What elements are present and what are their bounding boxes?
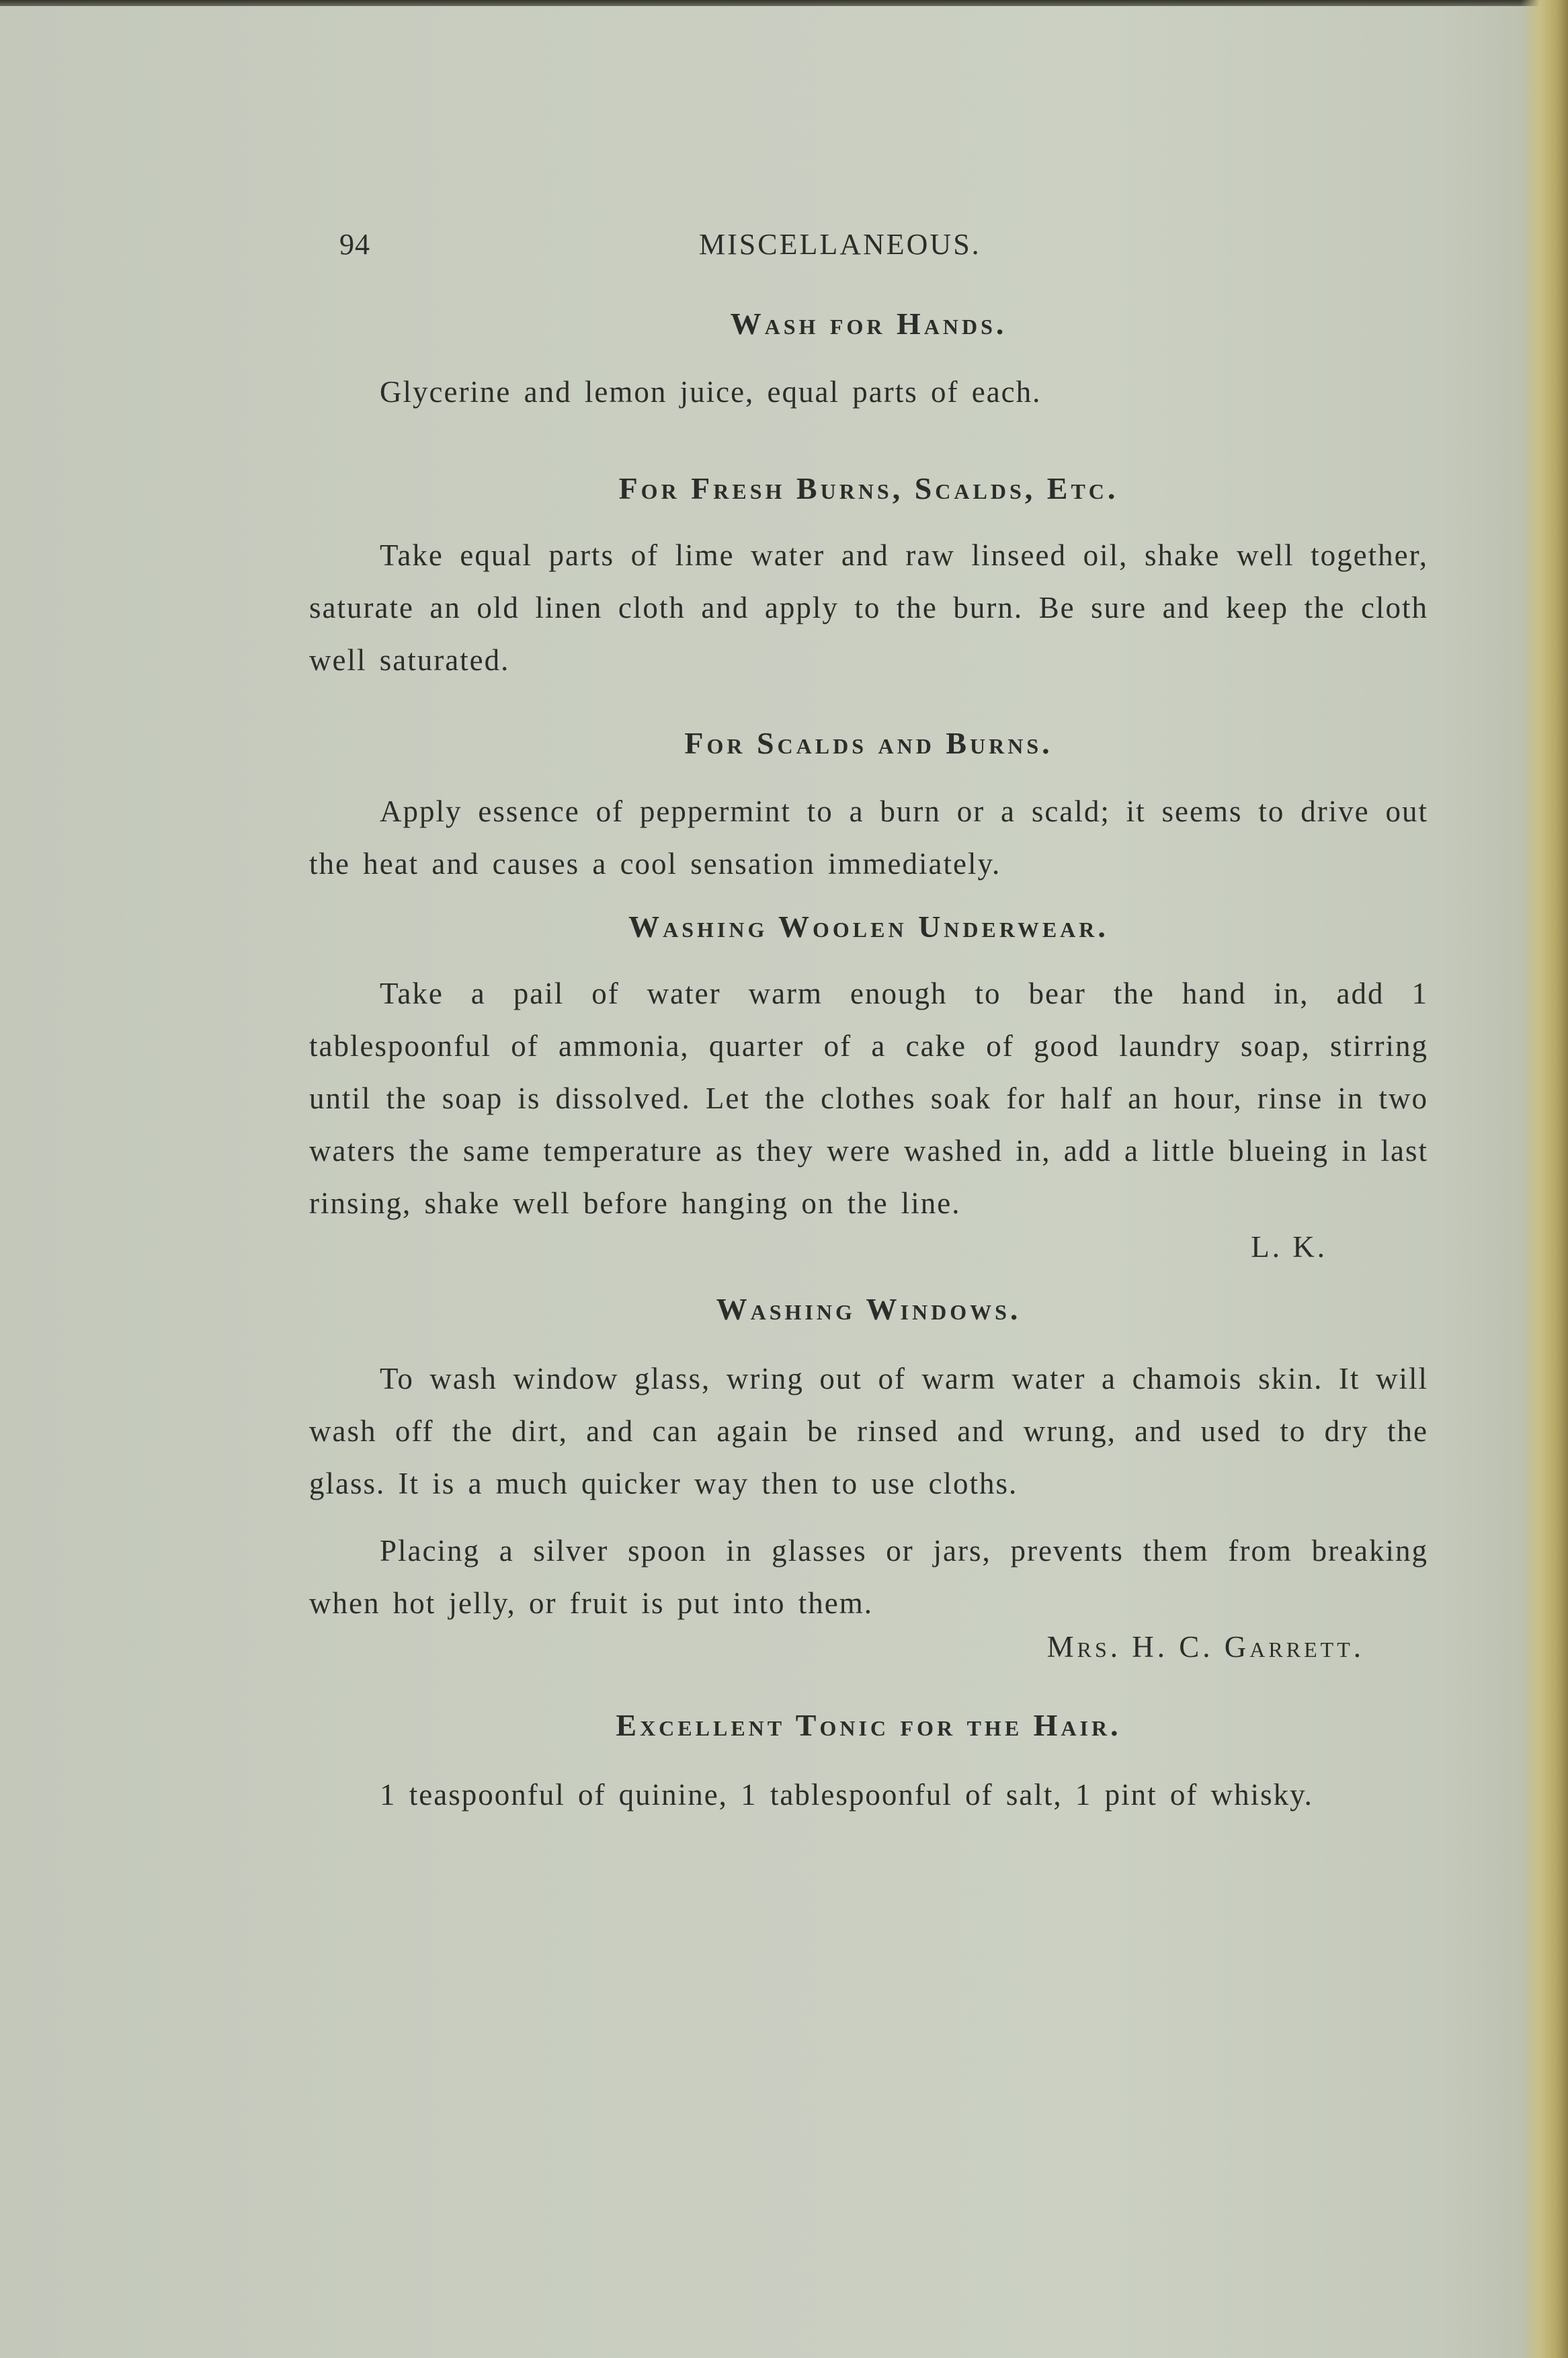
section-heading-wash-for-hands: Wash for Hands. — [730, 307, 1007, 341]
section-heading-washing-woolen-underwear: Washing Woolen Underwear. — [628, 909, 1109, 944]
section-heading-tonic-for-hair: Excellent Tonic for the Hair. — [616, 1708, 1122, 1742]
paragraph: Take a pail of water warm enough to bear the hand in, add 1 tablespoonful of ammonia, quarter of a cake of good laundry soap, stirring until the soap is dissolved. Let the clothes soak for half an hour, rinse in two waters the same temperature as they were washed in, add a little blueing in last rinsing, shake well before hanging on the line. — [309, 977, 1428, 1220]
paragraph: 1 teaspoonful of quinine, 1 tablespoonful of salt, 1 pint of whisky. — [380, 1778, 1313, 1812]
paragraph: Placing a silver spoon in glasses or jars, prevents them from breaking when hot jelly, or fruit is put into them. — [309, 1534, 1428, 1620]
section-heading-washing-windows: Washing Windows. — [716, 1292, 1022, 1326]
top-edge-shadow — [0, 0, 1568, 6]
paragraph: To wash window glass, wring out of warm water a chamois skin. It will wash off the dirt, and can again be rinsed and wrung, and used to dry the glass. It is a much quicker way then to use cloths. — [309, 1362, 1428, 1500]
section-heading-fresh-burns: For Fresh Burns, Scalds, Etc. — [618, 471, 1119, 505]
page-content — [309, 306, 1428, 1821]
paragraph: Glycerine and lemon juice, equal parts of each. — [380, 375, 1042, 409]
paragraph: Apply essence of peppermint to a burn or a scald; it seems to drive out the heat and causes a cool sensation immediately. — [309, 795, 1428, 881]
section-heading-scalds-and-burns: For Scalds and Burns. — [684, 726, 1053, 760]
page-number: 94 — [339, 228, 370, 261]
page-header — [0, 227, 1568, 281]
running-title: MISCELLANEOUS. — [699, 228, 981, 261]
paragraph: Take equal parts of lime water and raw linseed oil, shake well together, saturate an old linen cloth and apply to the burn. Be sure and keep the cloth well saturated. — [309, 538, 1428, 677]
signature: L. K. — [1251, 1230, 1327, 1264]
signature: Mrs. H. C. Garrett. — [1046, 1630, 1364, 1664]
page-edge — [1521, 0, 1568, 2358]
